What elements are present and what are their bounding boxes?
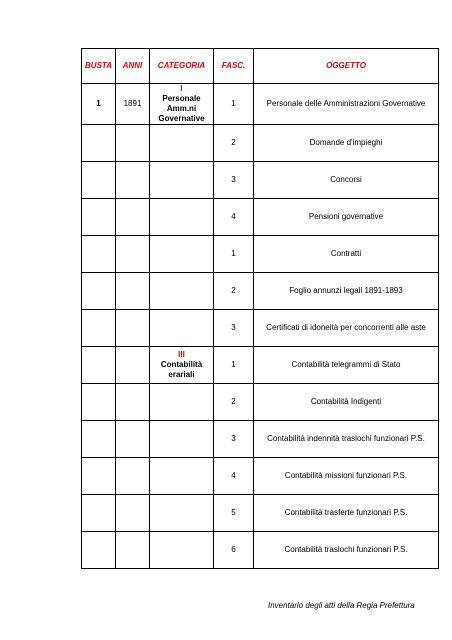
table-row <box>82 273 439 310</box>
oggetto-cell: Foglio annunzi legali 1891-1893 <box>254 273 439 310</box>
fasc-cell: 2 <box>214 125 254 162</box>
anni-cell <box>116 310 150 347</box>
fasc-cell: 4 <box>214 199 254 236</box>
fasc-cell: 2 <box>214 273 254 310</box>
anni-cell <box>116 125 150 162</box>
busta-cell <box>82 458 116 495</box>
categoria-cell <box>150 532 214 569</box>
oggetto-cell: Contabilità telegrammi di Stato <box>254 347 439 384</box>
busta-cell <box>82 273 116 310</box>
busta-cell <box>82 310 116 347</box>
header-row <box>82 49 439 84</box>
categoria-cell <box>150 199 214 236</box>
fasc-cell: 4 <box>214 458 254 495</box>
table-row <box>82 458 439 495</box>
table-row <box>82 532 439 569</box>
anni-cell <box>116 199 150 236</box>
oggetto-cell: Contratti <box>254 236 439 273</box>
oggetto-cell: Contabilità indennità traslochi funzionari P.S. <box>254 421 439 458</box>
anni-cell <box>116 347 150 384</box>
busta-cell <box>82 162 116 199</box>
busta-cell <box>82 495 116 532</box>
table-row <box>82 495 439 532</box>
anni-cell <box>116 384 150 421</box>
categoria-cell <box>150 84 214 125</box>
fasc-cell: 2 <box>214 384 254 421</box>
busta-cell: 1 <box>82 84 116 125</box>
categoria-cell <box>150 495 214 532</box>
busta-cell <box>82 199 116 236</box>
categoria-cell <box>150 421 214 458</box>
oggetto-cell: Contabilità missioni funzionari P.S. <box>254 458 439 495</box>
fasc-cell: 6 <box>214 532 254 569</box>
busta-cell <box>82 421 116 458</box>
categoria-cell <box>150 162 214 199</box>
anni-cell <box>116 162 150 199</box>
anni-cell <box>116 495 150 532</box>
busta-cell <box>82 384 116 421</box>
header-busta: BUSTA <box>82 49 116 84</box>
busta-cell <box>82 125 116 162</box>
category-number: I <box>180 84 183 93</box>
oggetto-cell: Personale delle Amministrazioni Governative <box>254 84 439 125</box>
fasc-cell: 3 <box>214 421 254 458</box>
categoria-cell <box>150 273 214 310</box>
oggetto-cell: Pensioni governative <box>254 199 439 236</box>
anni-cell <box>116 458 150 495</box>
oggetto-cell: Concorsi <box>254 162 439 199</box>
oggetto-cell: Contabilità trasferte funzionari P.S. <box>254 495 439 532</box>
table-row <box>82 236 439 273</box>
table-row <box>82 84 439 125</box>
fasc-cell: 1 <box>214 84 254 125</box>
categoria-cell <box>150 347 214 384</box>
header-categoria: CATEGORIA <box>150 49 214 84</box>
oggetto-cell: Contabilità traslochi funzionari P.S. <box>254 532 439 569</box>
busta-cell <box>82 347 116 384</box>
anni-cell: 1891 <box>116 84 150 125</box>
fasc-cell: 5 <box>214 495 254 532</box>
fasc-cell: 3 <box>214 310 254 347</box>
category-name: Personale Amm.ni Governative <box>158 94 205 123</box>
anni-cell <box>116 236 150 273</box>
header-anni: ANNI <box>116 49 150 84</box>
table-row <box>82 384 439 421</box>
fasc-cell: 3 <box>214 162 254 199</box>
oggetto-cell: Contabilità Indigenti <box>254 384 439 421</box>
table-body <box>82 84 439 569</box>
anni-cell <box>116 273 150 310</box>
table-row <box>82 199 439 236</box>
categoria-cell <box>150 236 214 273</box>
fasc-cell: 1 <box>214 236 254 273</box>
anni-cell <box>116 421 150 458</box>
table-row <box>82 347 439 384</box>
header-fasc: FASC. <box>214 49 254 84</box>
oggetto-cell: Certificati di idoneità per concorrenti alle aste <box>254 310 439 347</box>
table-row <box>82 162 439 199</box>
table-row <box>82 421 439 458</box>
category-name: Contabilità erariali <box>160 360 203 379</box>
fasc-cell: 1 <box>214 347 254 384</box>
categoria-cell <box>150 310 214 347</box>
categoria-cell <box>150 458 214 495</box>
anni-cell <box>116 532 150 569</box>
header-oggetto: OGGETTO <box>254 49 439 84</box>
categoria-cell <box>150 384 214 421</box>
category-number: III <box>178 350 185 359</box>
busta-cell <box>82 236 116 273</box>
inventory-table <box>81 48 439 569</box>
categoria-cell <box>150 125 214 162</box>
table-row <box>82 310 439 347</box>
oggetto-cell: Domande d'impieghi <box>254 125 439 162</box>
table-row <box>82 125 439 162</box>
busta-cell <box>82 532 116 569</box>
page-footer: Inventario degli atti della Regia Prefettura <box>268 601 415 610</box>
